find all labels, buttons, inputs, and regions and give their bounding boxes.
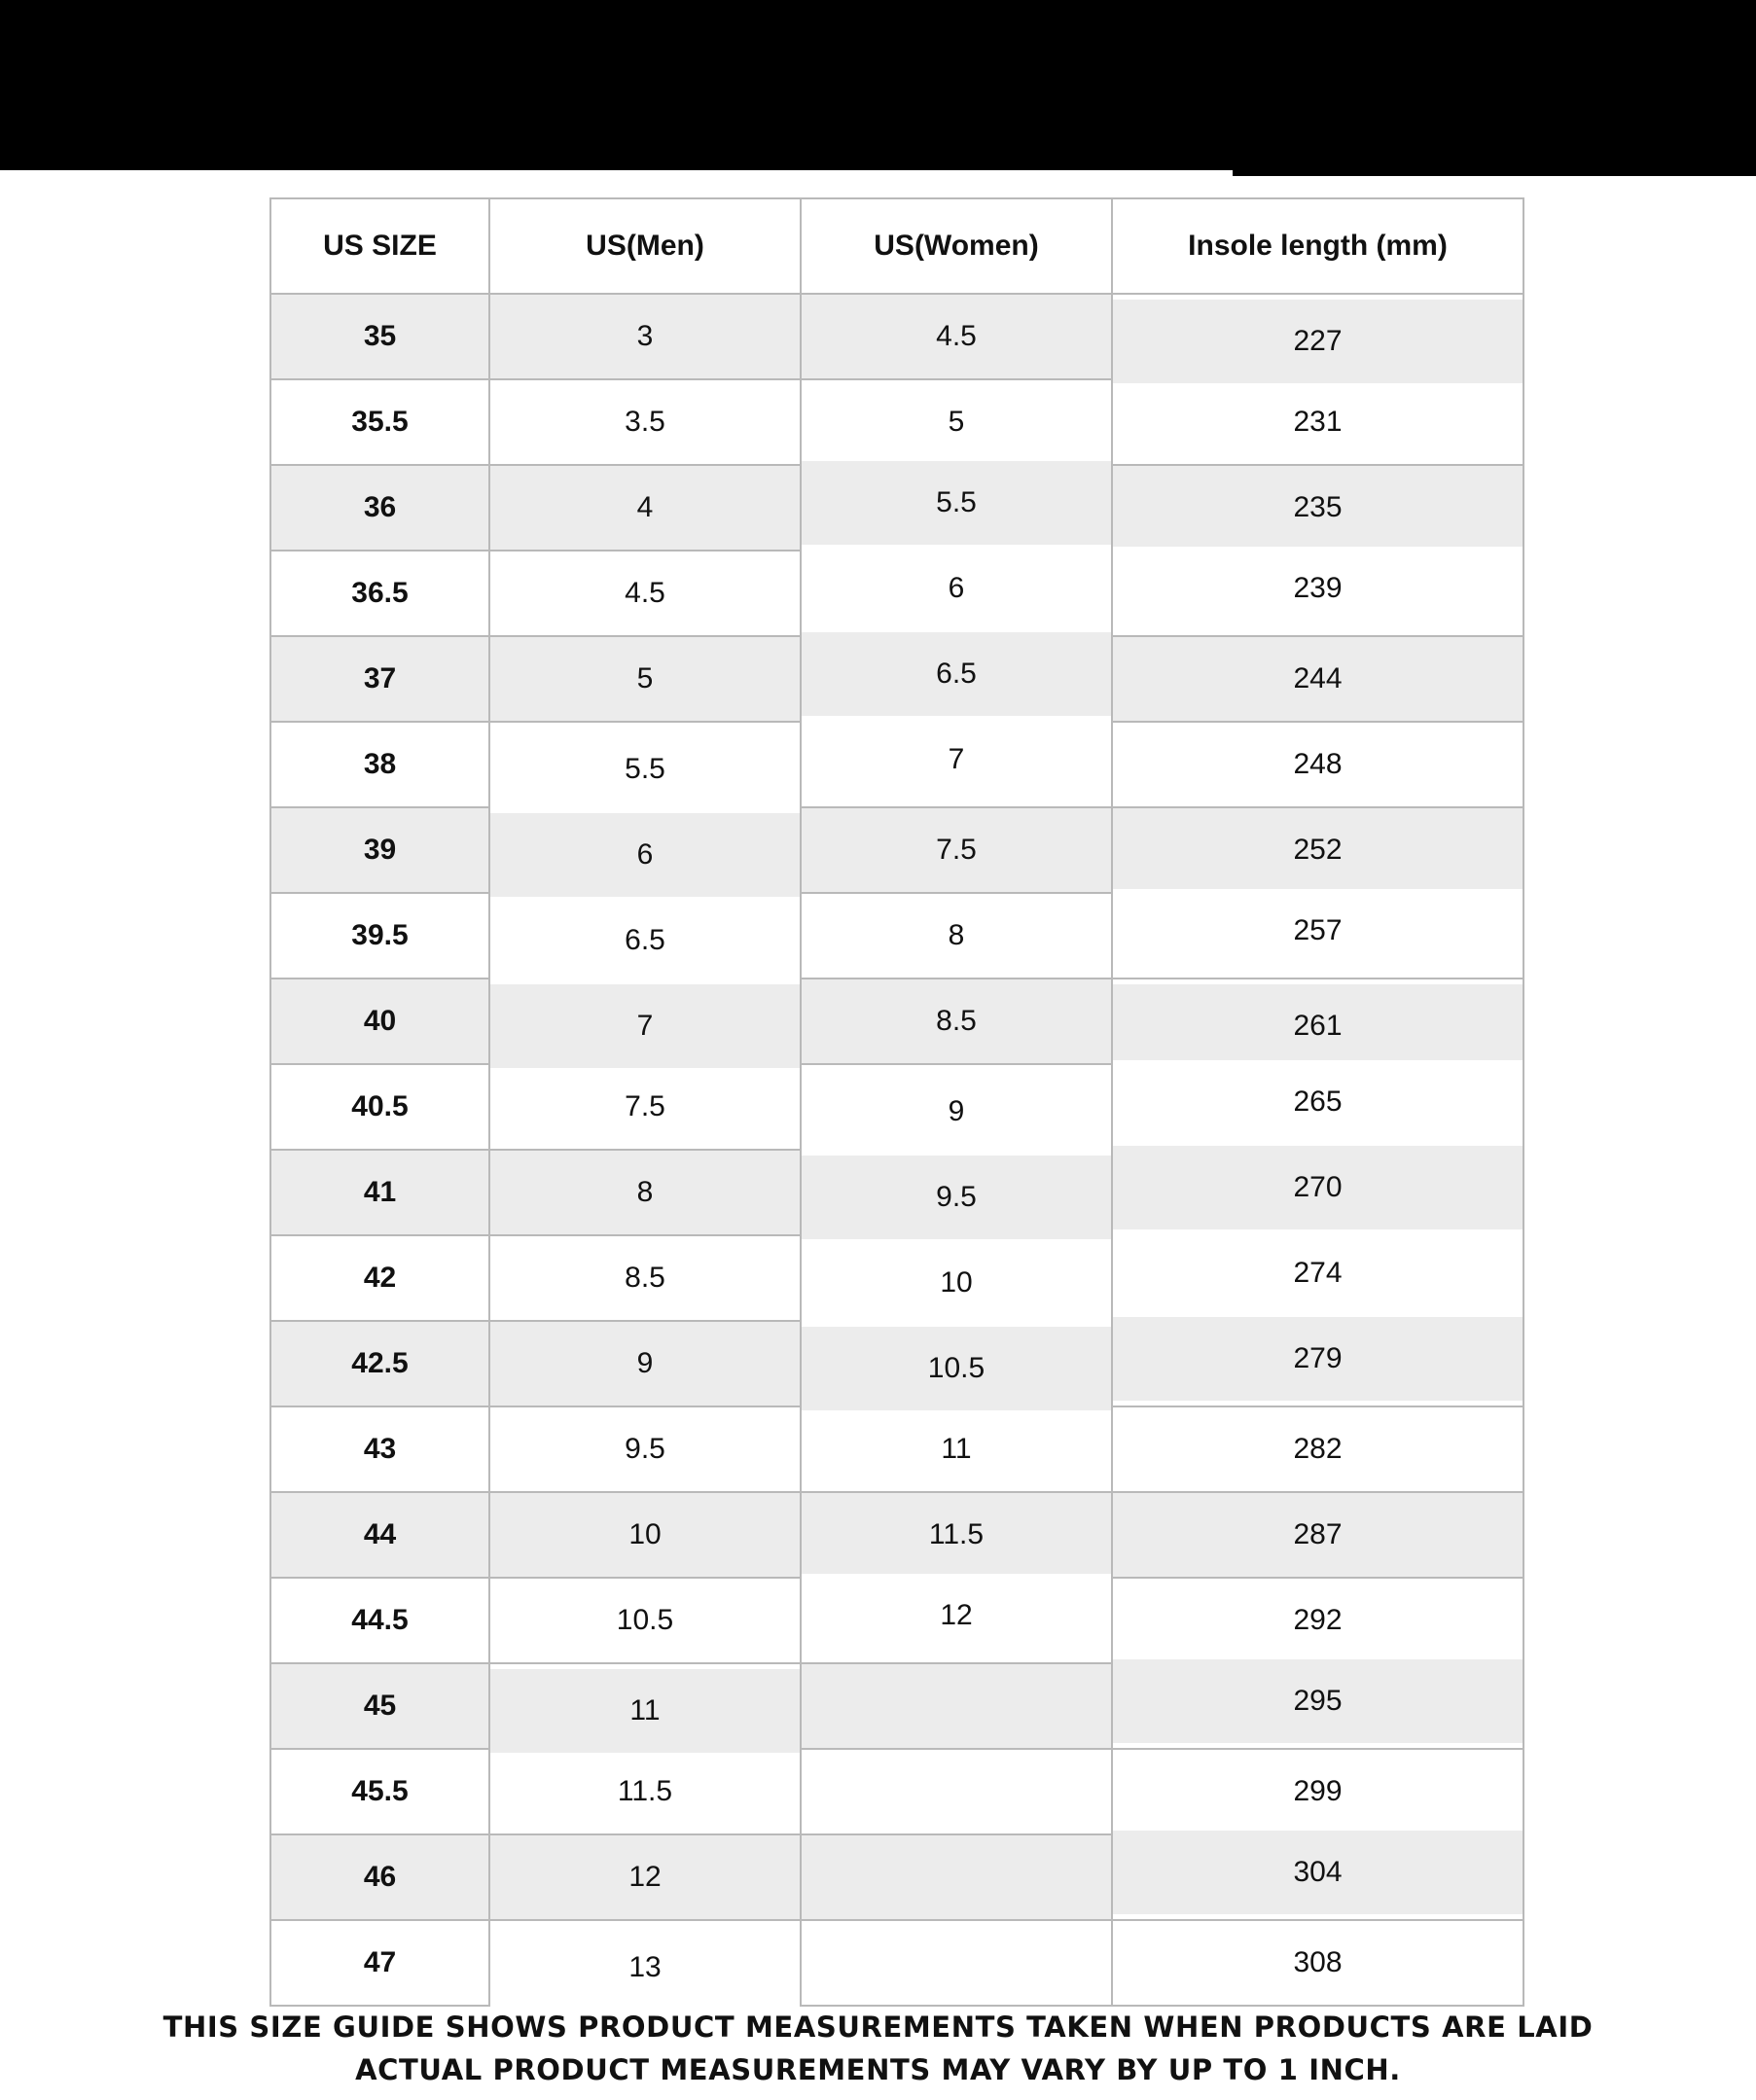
cell-us-men: 11.5 [489,1749,801,1834]
cell-us-women: 12 [801,1573,1112,1658]
cell-us-men: 10.5 [489,1578,801,1663]
table-row [270,551,1523,636]
cell-us-size: 45.5 [270,1749,489,1834]
cell-us-women: 8 [801,893,1112,979]
cell-us-women: 10 [801,1240,1112,1326]
cell-us-women: 4.5 [801,294,1112,379]
cell-us-women: 8.5 [801,979,1112,1064]
table-row [270,636,1523,722]
table-row [270,1834,1523,1920]
cell-us-size: 40.5 [270,1064,489,1150]
cell-us-size: 36 [270,465,489,551]
cell-insole-length: 239 [1112,546,1523,631]
cell-us-men: 3.5 [489,379,801,465]
cell-us-women: 9.5 [801,1155,1112,1240]
table-row [270,893,1523,979]
column-header-insole-length: Insole length (mm) [1112,198,1523,294]
cell-insole-length: 252 [1112,807,1523,893]
cell-us-men: 4 [489,465,801,551]
table-row [270,1578,1523,1663]
cell-us-size: 47 [270,1920,489,2006]
cell-us-men: 12 [489,1834,801,1920]
cell-us-size: 41 [270,1150,489,1235]
cell-us-men: 9 [489,1321,801,1406]
cell-us-men: 6.5 [489,898,801,983]
cell-us-men: 7 [489,983,801,1069]
table-row [270,379,1523,465]
table-row [270,465,1523,551]
size-chart-table [269,197,1524,2007]
cell-us-size: 46 [270,1834,489,1920]
table-row [270,807,1523,893]
cell-us-size: 44 [270,1492,489,1578]
cell-us-size: 43 [270,1406,489,1492]
cell-us-size: 37 [270,636,489,722]
top-black-band-extension [1233,170,1756,176]
cell-us-women: 11.5 [801,1492,1112,1578]
cell-us-women [801,1834,1112,1920]
cell-insole-length: 282 [1112,1406,1523,1492]
cell-insole-length: 308 [1112,1920,1523,2006]
cell-insole-length: 257 [1112,888,1523,974]
table-row [270,979,1523,1064]
table-row [270,1920,1523,2006]
cell-insole-length: 244 [1112,636,1523,722]
cell-us-women [801,1920,1112,2006]
table-row [270,1492,1523,1578]
cell-us-size: 38 [270,722,489,807]
table-row [270,1406,1523,1492]
cell-us-men: 9.5 [489,1406,801,1492]
cell-us-women: 10.5 [801,1326,1112,1411]
cell-insole-length: 295 [1112,1658,1523,1744]
size-guide-footnote [0,2006,1756,2091]
table-header-row [270,198,1523,294]
cell-us-men: 7.5 [489,1064,801,1150]
cell-us-size: 35.5 [270,379,489,465]
cell-us-men: 5 [489,636,801,722]
cell-us-size: 44.5 [270,1578,489,1663]
cell-insole-length: 231 [1112,379,1523,465]
top-black-band [0,0,1756,170]
table-row [270,1663,1523,1749]
table-row [270,1749,1523,1834]
cell-insole-length: 292 [1112,1578,1523,1663]
cell-us-men: 13 [489,1925,801,2011]
cell-insole-length: 287 [1112,1492,1523,1578]
cell-insole-length: 274 [1112,1230,1523,1316]
cell-us-size: 35 [270,294,489,379]
cell-us-size: 39.5 [270,893,489,979]
cell-us-men: 5.5 [489,727,801,812]
table-row [270,722,1523,807]
cell-us-men: 11 [489,1668,801,1754]
cell-insole-length: 248 [1112,722,1523,807]
cell-us-women: 6 [801,546,1112,631]
cell-insole-length: 304 [1112,1830,1523,1915]
cell-us-women: 5 [801,379,1112,465]
footnote-line-2: ACTUAL PRODUCT MEASUREMENTS MAY VARY BY UP TO 1 INCH. [355,2053,1401,2086]
cell-insole-length: 265 [1112,1059,1523,1145]
cell-us-size: 45 [270,1663,489,1749]
table-header [270,198,1523,294]
cell-us-men: 8.5 [489,1235,801,1321]
cell-us-size: 39 [270,807,489,893]
size-chart-container [269,197,1523,2007]
cell-us-men: 3 [489,294,801,379]
cell-insole-length: 270 [1112,1145,1523,1230]
cell-us-women: 5.5 [801,460,1112,546]
column-header-us-size: US SIZE [270,198,489,294]
table-row [270,294,1523,379]
cell-us-men: 4.5 [489,551,801,636]
cell-us-men: 10 [489,1492,801,1578]
cell-insole-length: 235 [1112,465,1523,551]
column-header-us-women: US(Women) [801,198,1112,294]
cell-us-size: 42 [270,1235,489,1321]
table-body [270,294,1523,2006]
cell-us-women [801,1663,1112,1749]
cell-us-women: 11 [801,1406,1112,1492]
table-row [270,1235,1523,1321]
cell-insole-length: 227 [1112,299,1523,384]
cell-us-women: 6.5 [801,631,1112,717]
table-row [270,1064,1523,1150]
cell-us-women: 7 [801,717,1112,802]
table-row [270,1321,1523,1406]
cell-us-men: 6 [489,812,801,898]
cell-insole-length: 261 [1112,983,1523,1069]
cell-us-women [801,1749,1112,1834]
cell-us-size: 40 [270,979,489,1064]
cell-us-men: 8 [489,1150,801,1235]
footnote-line-1: THIS SIZE GUIDE SHOWS PRODUCT MEASUREMENTS TAKEN WHEN PRODUCTS ARE LAID [162,2011,1594,2044]
cell-us-size: 42.5 [270,1321,489,1406]
cell-us-size: 36.5 [270,551,489,636]
cell-insole-length: 279 [1112,1316,1523,1402]
cell-us-women: 7.5 [801,807,1112,893]
cell-us-women: 9 [801,1069,1112,1155]
table-row [270,1150,1523,1235]
column-header-us-men: US(Men) [489,198,801,294]
cell-insole-length: 299 [1112,1749,1523,1834]
